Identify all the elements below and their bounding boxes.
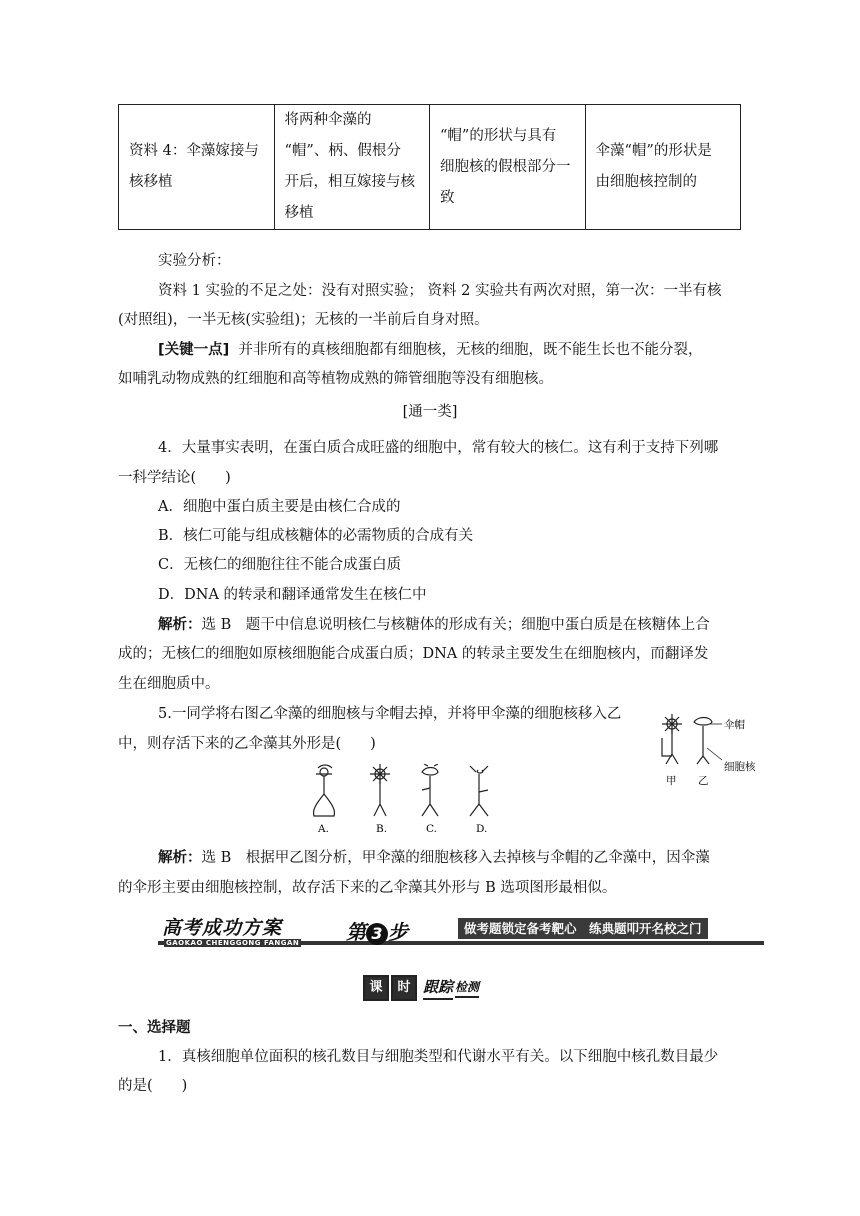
label-jia: 甲 — [666, 775, 677, 787]
analysis-line: 资料 1 实验的不足之处：没有对照实验； 资料 2 实验共有两次对照，第一次：一半有核 — [158, 283, 722, 299]
figure-option-d — [470, 766, 488, 816]
option-b: B．核仁可能与组成核糖体的必需物质的合成有关 — [158, 528, 474, 544]
subbanner-text: 跟踪 — [423, 976, 453, 1000]
question-stem: 一科学结论( ) — [118, 470, 231, 486]
badge-post: 步 — [388, 920, 408, 944]
option-label: A. — [318, 823, 329, 835]
table-cell-material — [119, 105, 275, 230]
table-cell-result — [430, 105, 586, 230]
table-cell-conclusion — [585, 105, 741, 230]
cell-line: “帽”、柄、假根分 — [284, 143, 401, 159]
subbanner-char: 课 — [363, 975, 389, 1001]
key-point-text: 并非所有的真核细胞都有细胞核，无核的细胞，既不能生长也不能分裂， — [238, 342, 703, 358]
option-d: D．DNA 的转录和翻译通常发生在核仁中 — [158, 587, 427, 603]
cell-line: 细胞核的假根部分一 — [440, 158, 571, 175]
label-yi: 乙 — [698, 775, 709, 787]
answer-label: 解析： — [158, 849, 202, 866]
option-label: B. — [376, 823, 388, 835]
answer-text: 的伞形主要由细胞核控制，故存活下来的乙伞藻其外形与 B 选项图形最相似。 — [118, 880, 617, 896]
key-point — [158, 340, 702, 360]
subsection-banner — [363, 974, 479, 1002]
answer-text: 选 B 根据甲乙图分析，甲伞藻的细胞核移入去掉核与伞帽的乙伞藻中，因伞藻 — [201, 850, 710, 866]
figure-option-b — [370, 764, 390, 816]
option-c: C．无核仁的细胞往往不能合成蛋白质 — [158, 557, 402, 573]
question-stem: 5.一同学将右图乙伞藻的细胞核与伞帽去掉，并将甲伞藻的细胞核移入乙 — [158, 706, 622, 722]
option-label: C. — [426, 823, 437, 835]
answer — [158, 848, 710, 868]
question-stem: 1．真核细胞单位面积的核孔数目与细胞类型和代谢水平有关。以下细胞中核孔数目最少 — [158, 1049, 719, 1065]
figure-option-a — [313, 765, 334, 816]
banner-step-badge — [346, 916, 408, 945]
cell-line: 核移植 — [129, 174, 173, 190]
cell-line: “帽”的形状与具有 — [440, 127, 557, 144]
cell-line: 移植 — [284, 205, 314, 221]
cell-line: 由细胞核控制的 — [595, 174, 697, 190]
subbanner-char: 时 — [391, 975, 417, 1001]
section-title: [通一类] — [402, 404, 458, 420]
analysis-heading: 实验分析： — [158, 253, 231, 269]
question-stem: 中，则存活下来的乙伞藻其外形是( ) — [118, 736, 376, 752]
label-nucleus: 细胞核 — [724, 761, 756, 773]
answer-text: 成的；无核仁的细胞如原核细胞能合成蛋白质；DNA 的转录主要发生在细胞核内，而翻译发 — [118, 646, 709, 662]
section-heading: 一、选择题 — [118, 1019, 191, 1036]
cell-line: 开后，相互嫁接与核 — [284, 174, 415, 190]
material-table — [118, 104, 741, 230]
acetabularia-graft-figure — [650, 712, 760, 788]
question-stem: 4．大量事实表明，在蛋白质合成旺盛的细胞中，常有较大的核仁。这有利于支持下列哪 — [158, 440, 719, 456]
cell-line: 资料 4：伞藻嫁接与 — [129, 143, 259, 159]
figure-option-c — [422, 764, 438, 816]
key-point-text: 如哺乳动物成熟的红细胞和高等植物成熟的筛管细胞等没有细胞核。 — [118, 371, 553, 387]
section-banner — [158, 913, 764, 953]
table-row — [119, 105, 741, 230]
answer-text: 选 B 题干中信息说明核仁与核糖体的形成有关；细胞中蛋白质是在核糖体上合 — [201, 617, 710, 633]
subbanner-text: 检测 — [455, 978, 479, 998]
cell-line: 致 — [440, 189, 455, 206]
banner-title: 高考成功方案 — [162, 917, 283, 939]
option-a: A．细胞中蛋白质主要是由核仁合成的 — [158, 499, 401, 515]
cell-line: 伞藻“帽”的形状是 — [595, 143, 712, 159]
badge-pre: 第 — [346, 920, 366, 944]
answer-label: 解析： — [158, 616, 202, 633]
question-stem: 的是( ) — [118, 1078, 188, 1094]
analysis-line: (对照组)，一半无核(实验组)；无核的一半前后自身对照。 — [118, 312, 489, 328]
answer-text: 生在细胞质中。 — [118, 676, 220, 692]
badge-number: 3 — [366, 923, 388, 945]
answer — [158, 615, 710, 635]
banner-slogan: 做考题锁定备考靶心 练典题叩开名校之门 — [458, 918, 708, 939]
cell-line: 将两种伞藻的 — [284, 112, 372, 128]
table-cell-method — [274, 105, 430, 230]
key-point-label: [关键一点] — [158, 342, 230, 358]
option-figures — [298, 764, 508, 836]
option-label: D. — [476, 823, 488, 835]
banner-pinyin: GAOKAO CHENGGONG FANGAN — [166, 939, 300, 947]
label-cap: 伞帽 — [724, 719, 745, 731]
